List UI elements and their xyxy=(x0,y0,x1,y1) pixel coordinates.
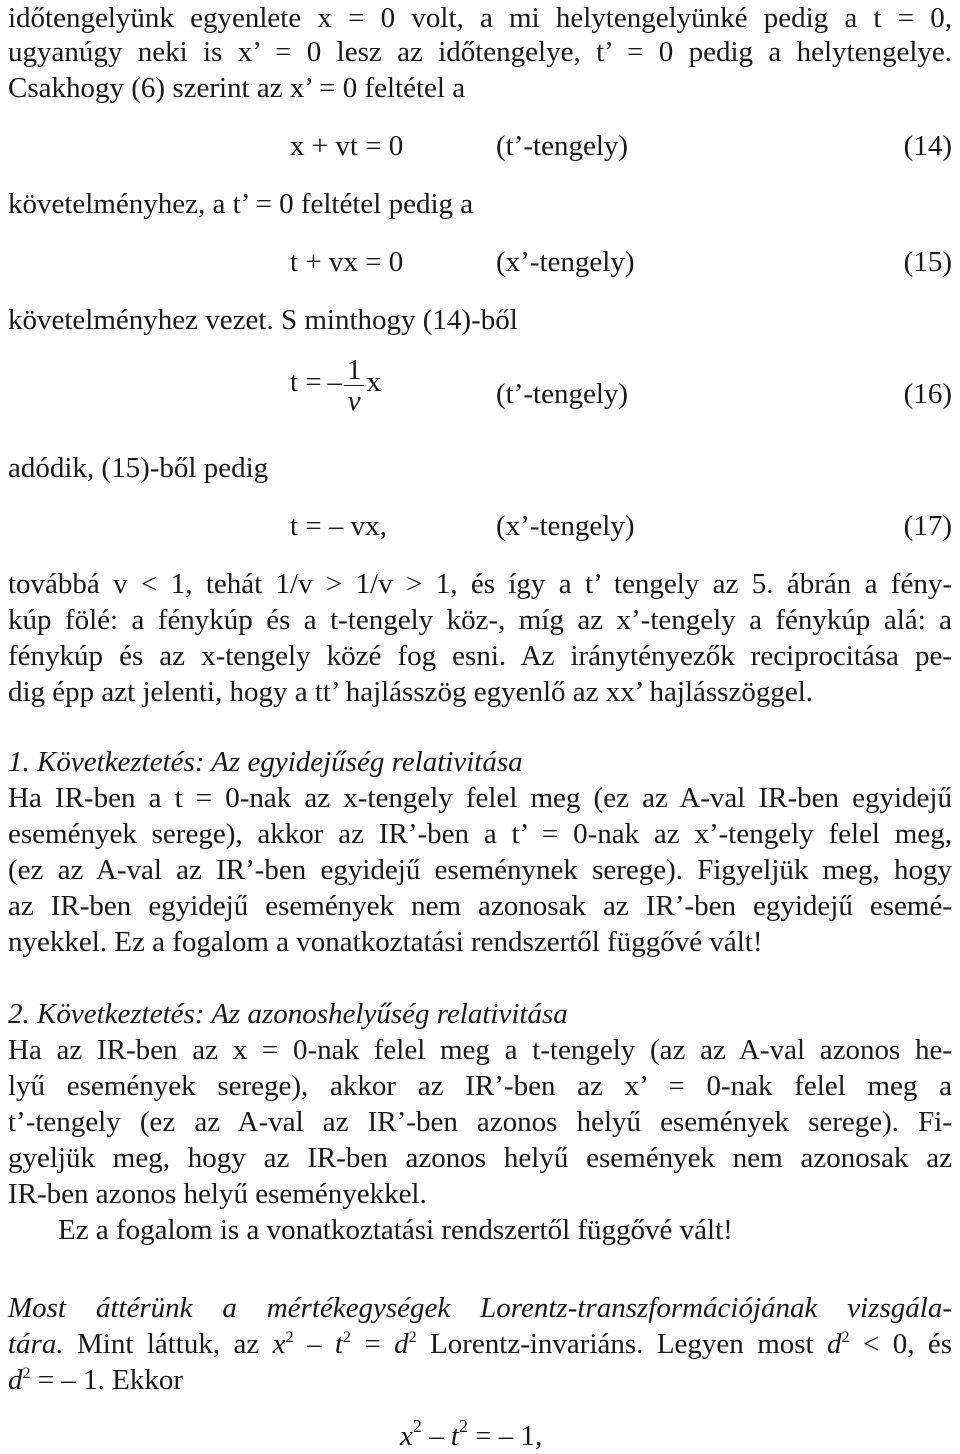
math-var: d xyxy=(8,1364,23,1396)
section-1-line: nyekkel. Ez a fogalom a vonatkoztatási rendszertől függővé vált! xyxy=(8,926,763,958)
outro-text: = – 1. Ekkor xyxy=(30,1364,183,1396)
math-operator: = xyxy=(350,1328,395,1360)
outro-text: < 0, és xyxy=(849,1328,953,1360)
math-exponent: 2 xyxy=(342,1329,351,1346)
equation-17-expr: t = – vx, xyxy=(290,510,387,542)
equation-17-number: (17) xyxy=(903,510,952,542)
section-2-heading: 2. Következtetés: Az azonoshelyűség relativitása xyxy=(8,998,568,1030)
equation-16-rhs: x xyxy=(366,366,381,398)
section-1-line: Ha IR-ben a t = 0-nak az x-tengely felel meg (ez az A-val IR-ben egyidejű xyxy=(8,782,952,814)
text-line-5: követelményhez vezet. S minthogy (14)-ből xyxy=(8,304,518,336)
equation-17-label: (x’-tengely) xyxy=(496,510,635,542)
equation-14-number: (14) xyxy=(903,130,952,162)
section-2-line: Ha az IR-ben az x = 0-nak felel meg a t-tengely (az az A-val azonos he- xyxy=(8,1034,952,1066)
equation-16-label: (t’-tengely) xyxy=(496,378,629,410)
text-line-2: ugyanúgy neki is x’ = 0 lesz az időtengelye, t’ = 0 pedig a helytengelye. xyxy=(8,36,952,68)
section-1-line: (ez az A-val az IR’-ben egyidejű eseménynek serege). Figyeljük meg, hogy xyxy=(8,854,952,886)
section-2-line: IR-ben azonos helyű eseményekkel. xyxy=(8,1178,427,1210)
math-operator: – xyxy=(293,1328,335,1360)
equation-15-label: (x’-tengely) xyxy=(496,246,635,278)
section-2-line: lyű események serege), akkor az IR’-ben az x’ = 0-nak felel meg a xyxy=(8,1070,952,1102)
equation-14-label: (t’-tengely) xyxy=(496,130,629,162)
outro-text: Lorentz-invariáns. Legyen most xyxy=(416,1328,828,1360)
section-2-closing: Ez a fogalom is a vonatkoztatási rendszertől függővé vált! xyxy=(58,1214,733,1246)
text-line-9: fénykúp és az x-tengely közé fog esni. Az iránytényezők reciprocitása pe- xyxy=(8,640,952,672)
outro-line-2 xyxy=(8,1326,952,1362)
section-1-heading: 1. Következtetés: Az egyidejűség relativitása xyxy=(8,746,523,778)
final-equation-rest: = – 1, xyxy=(475,1420,543,1452)
text-line-3: Csakhogy (6) szerint az x’ = 0 feltétel a xyxy=(8,72,466,104)
outro-line-1: Most áttérünk a mértékegységek Lorentz-transzformációjának vizsgála- xyxy=(8,1292,952,1324)
text-line-7: továbbá v < 1, tehát 1/v > 1/v > 1, és így a t’ tengely az 5. ábrán a fény- xyxy=(8,568,952,600)
section-2-line: t’-tengely (ez az A-val az IR’-ben azonos helyű események serege). Fi- xyxy=(8,1106,952,1138)
math-exponent: 2 xyxy=(285,1329,294,1346)
math-var: t xyxy=(334,1328,343,1360)
equation-16-lhs: t = – xyxy=(290,366,342,398)
outro-text: Mint láttuk, az xyxy=(63,1328,273,1360)
equation-16 xyxy=(290,350,381,415)
equation-14-expr: x + vt = 0 xyxy=(290,130,404,162)
math-var: x xyxy=(400,1420,413,1452)
math-exponent: 2 xyxy=(408,1329,417,1346)
math-exponent: 2 xyxy=(412,1416,422,1436)
section-1-line: események serege), akkor az IR’-ben a t’ = 0-nak az x’-tengely felel meg, xyxy=(8,818,952,850)
math-operator: – xyxy=(429,1420,444,1452)
text-line-4: követelményhez, a t’ = 0 feltétel pedig a xyxy=(8,188,474,220)
outro-italic-word: tára. xyxy=(8,1328,64,1360)
section-2-line: gyeljük meg, hogy az IR-ben azonos helyű események nem azonosak az xyxy=(8,1142,952,1174)
math-exponent: 2 xyxy=(22,1365,31,1382)
math-var: d xyxy=(394,1328,409,1360)
text-line-10: dig épp azt jelenti, hogy a tt’ hajlásszög egyenlő az xx’ hajlásszöggel. xyxy=(8,676,814,708)
text-line-1: időtengelyünk egyenlete x = 0 volt, a mi helytengelyünké pedig a t = 0, xyxy=(8,2,952,34)
math-exponent: 2 xyxy=(841,1329,850,1346)
section-1-line: az IR-ben egyidejű események nem azonosak az IR’-ben egyidejű esemé- xyxy=(8,890,952,922)
text-line-6: adódik, (15)-ből pedig xyxy=(8,452,269,484)
math-exponent: 2 xyxy=(458,1416,468,1436)
equation-15-expr: t + vx = 0 xyxy=(290,246,404,278)
math-var: x xyxy=(272,1328,286,1360)
equation-16-number: (16) xyxy=(903,378,952,410)
final-equation xyxy=(400,1418,542,1454)
equation-16-numerator: 1 xyxy=(344,355,365,386)
equation-15-number: (15) xyxy=(903,246,952,278)
math-var: t xyxy=(450,1420,459,1452)
text-line-8: kúp fölé: a fénykúp és a t-tengely köz-, míg az x’-tengely a fénykúp alá: a xyxy=(8,604,952,636)
math-var: d xyxy=(827,1328,842,1360)
equation-16-denominator: v xyxy=(347,384,361,417)
equation-16-fraction xyxy=(344,355,365,416)
outro-line-3 xyxy=(8,1362,952,1398)
